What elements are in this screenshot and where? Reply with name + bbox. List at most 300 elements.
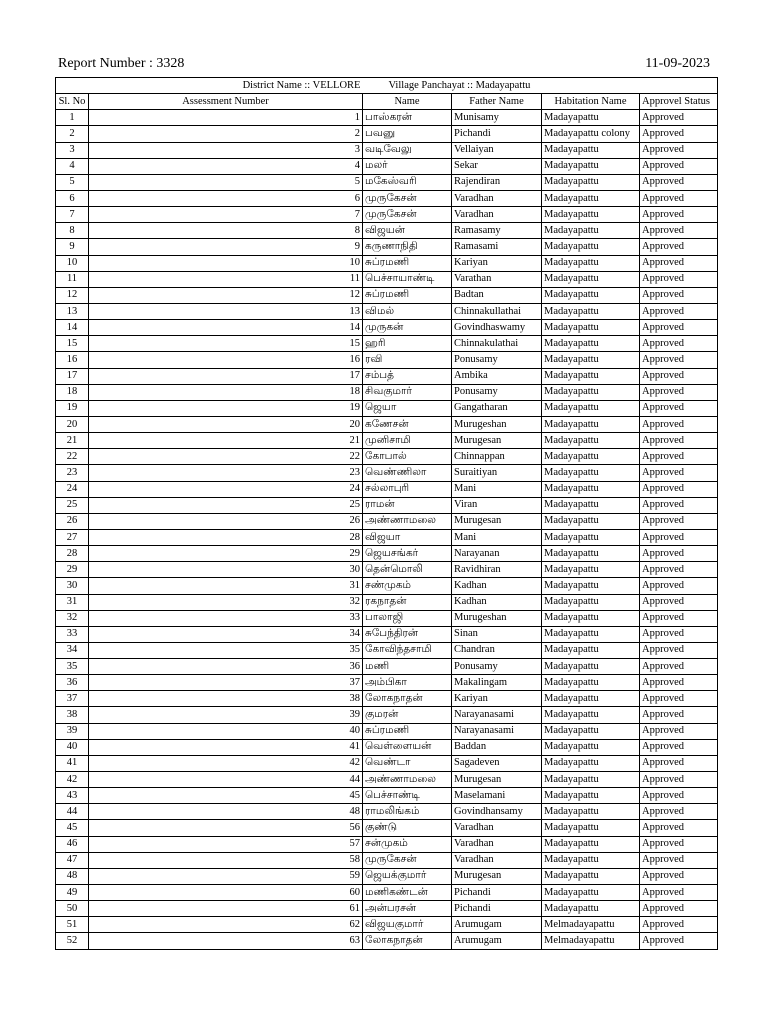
father-name-cell: Kadhan bbox=[452, 594, 542, 610]
assessment-number-cell: 10 bbox=[89, 255, 363, 271]
table-row bbox=[56, 481, 718, 497]
habitation-name-cell: Madayapattu bbox=[542, 223, 640, 239]
habitation-name-cell: Madayapattu bbox=[542, 239, 640, 255]
father-name-cell: Munisamy bbox=[452, 110, 542, 126]
assessment-number-cell: 15 bbox=[89, 336, 363, 352]
father-name-cell: Maselamani bbox=[452, 788, 542, 804]
father-name-cell: Narayanasami bbox=[452, 723, 542, 739]
table-row bbox=[56, 174, 718, 190]
habitation-name-cell: Madayapattu bbox=[542, 739, 640, 755]
habitation-name-cell: Madayapattu bbox=[542, 610, 640, 626]
table-row bbox=[56, 433, 718, 449]
approvel-status-cell: Approved bbox=[640, 820, 718, 836]
habitation-name-cell: Madayapattu bbox=[542, 271, 640, 287]
name-cell: அண்ணாமலை bbox=[363, 772, 452, 788]
father-name-cell: Rajendiran bbox=[452, 174, 542, 190]
sl-no-cell: 41 bbox=[56, 755, 89, 771]
habitation-name-cell: Madayapattu bbox=[542, 529, 640, 545]
assessment-number-cell: 13 bbox=[89, 303, 363, 319]
assessment-number-cell: 61 bbox=[89, 901, 363, 917]
assessment-number-cell: 2 bbox=[89, 126, 363, 142]
father-name-cell: Mani bbox=[452, 481, 542, 497]
sl-no-cell: 15 bbox=[56, 336, 89, 352]
father-name-cell: Suraitiyan bbox=[452, 465, 542, 481]
assessment-number-cell: 48 bbox=[89, 804, 363, 820]
name-cell: சன்முகம் bbox=[363, 836, 452, 852]
sl-no-cell: 48 bbox=[56, 868, 89, 884]
sl-no-cell: 5 bbox=[56, 174, 89, 190]
sl-no-cell: 20 bbox=[56, 416, 89, 432]
table-row bbox=[56, 578, 718, 594]
father-name-cell: Badtan bbox=[452, 287, 542, 303]
col-header-sl-no: Sl. No bbox=[56, 94, 89, 110]
report-date: 11-09-2023 bbox=[645, 56, 710, 71]
habitation-name-cell: Madayapattu bbox=[542, 400, 640, 416]
habitation-name-cell: Madayapattu bbox=[542, 481, 640, 497]
assessment-number-cell: 30 bbox=[89, 562, 363, 578]
assessment-number-cell: 22 bbox=[89, 449, 363, 465]
approvel-status-cell: Approved bbox=[640, 384, 718, 400]
approvel-status-cell: Approved bbox=[640, 626, 718, 642]
assessment-number-cell: 25 bbox=[89, 497, 363, 513]
assessment-number-cell: 42 bbox=[89, 755, 363, 771]
sl-no-cell: 42 bbox=[56, 772, 89, 788]
assessment-number-cell: 18 bbox=[89, 384, 363, 400]
approvel-status-cell: Approved bbox=[640, 207, 718, 223]
assessment-number-cell: 41 bbox=[89, 739, 363, 755]
table-row bbox=[56, 303, 718, 319]
assessment-number-cell: 8 bbox=[89, 223, 363, 239]
assessment-number-cell: 12 bbox=[89, 287, 363, 303]
sl-no-cell: 10 bbox=[56, 255, 89, 271]
table-row bbox=[56, 642, 718, 658]
name-cell: அம்பிகா bbox=[363, 675, 452, 691]
assessment-number-cell: 40 bbox=[89, 723, 363, 739]
approvel-status-cell: Approved bbox=[640, 691, 718, 707]
name-cell: அண்ணாமலை bbox=[363, 513, 452, 529]
table-row bbox=[56, 707, 718, 723]
assessment-number-cell: 28 bbox=[89, 529, 363, 545]
name-cell: வடிவேலு bbox=[363, 142, 452, 158]
name-cell: தென்மொலி bbox=[363, 562, 452, 578]
sl-no-cell: 23 bbox=[56, 465, 89, 481]
sl-no-cell: 11 bbox=[56, 271, 89, 287]
sl-no-cell: 17 bbox=[56, 368, 89, 384]
sl-no-cell: 26 bbox=[56, 513, 89, 529]
assessment-number-cell: 5 bbox=[89, 174, 363, 190]
sl-no-cell: 44 bbox=[56, 804, 89, 820]
father-name-cell: Chinnappan bbox=[452, 449, 542, 465]
assessment-number-cell: 31 bbox=[89, 578, 363, 594]
name-cell: பாஸ்கரன் bbox=[363, 110, 452, 126]
table-row bbox=[56, 384, 718, 400]
assessment-number-cell: 36 bbox=[89, 659, 363, 675]
father-name-cell: Gangatharan bbox=[452, 400, 542, 416]
approvel-status-cell: Approved bbox=[640, 352, 718, 368]
approvel-status-cell: Approved bbox=[640, 449, 718, 465]
father-name-cell: Kadhan bbox=[452, 578, 542, 594]
name-cell: மணி bbox=[363, 659, 452, 675]
name-cell: ரவி bbox=[363, 352, 452, 368]
table-row bbox=[56, 287, 718, 303]
name-cell: கருணாநிதி bbox=[363, 239, 452, 255]
name-cell: சம்பத் bbox=[363, 368, 452, 384]
approvel-status-cell: Approved bbox=[640, 852, 718, 868]
table-row bbox=[56, 562, 718, 578]
name-cell: வெண்ணிலா bbox=[363, 465, 452, 481]
father-name-cell: Kariyan bbox=[452, 691, 542, 707]
district-name: District Name :: VELLORE bbox=[242, 79, 361, 91]
table-row bbox=[56, 885, 718, 901]
father-name-cell: Sinan bbox=[452, 626, 542, 642]
sl-no-cell: 4 bbox=[56, 158, 89, 174]
sl-no-cell: 37 bbox=[56, 691, 89, 707]
father-name-cell: Murugesan bbox=[452, 433, 542, 449]
approvel-status-cell: Approved bbox=[640, 788, 718, 804]
sl-no-cell: 7 bbox=[56, 207, 89, 223]
habitation-name-cell: Madayapattu colony bbox=[542, 126, 640, 142]
name-cell: ராமன் bbox=[363, 497, 452, 513]
approvel-status-cell: Approved bbox=[640, 303, 718, 319]
approvel-status-cell: Approved bbox=[640, 287, 718, 303]
sl-no-cell: 6 bbox=[56, 190, 89, 206]
sl-no-cell: 40 bbox=[56, 739, 89, 755]
table-row bbox=[56, 820, 718, 836]
father-name-cell: Makalingam bbox=[452, 675, 542, 691]
father-name-cell: Murugesan bbox=[452, 772, 542, 788]
table-row bbox=[56, 190, 718, 206]
approvel-status-cell: Approved bbox=[640, 707, 718, 723]
habitation-name-cell: Madayapattu bbox=[542, 142, 640, 158]
approvel-status-cell: Approved bbox=[640, 239, 718, 255]
assessment-number-cell: 11 bbox=[89, 271, 363, 287]
sl-no-cell: 12 bbox=[56, 287, 89, 303]
table-row bbox=[56, 675, 718, 691]
name-cell: கோவிந்தசாமி bbox=[363, 642, 452, 658]
sl-no-cell: 49 bbox=[56, 885, 89, 901]
habitation-name-cell: Madayapattu bbox=[542, 885, 640, 901]
sl-no-cell: 30 bbox=[56, 578, 89, 594]
approvel-status-cell: Approved bbox=[640, 933, 718, 949]
father-name-cell: Narayanan bbox=[452, 546, 542, 562]
table-row bbox=[56, 352, 718, 368]
habitation-name-cell: Madayapattu bbox=[542, 755, 640, 771]
assessment-number-cell: 57 bbox=[89, 836, 363, 852]
info-row bbox=[56, 78, 718, 94]
col-header-approvel-status: Approvel Status bbox=[640, 94, 718, 110]
report-number: Report Number : 3328 bbox=[58, 56, 185, 71]
assessment-number-cell: 4 bbox=[89, 158, 363, 174]
father-name-cell: Chinnakullathai bbox=[452, 303, 542, 319]
table-row bbox=[56, 497, 718, 513]
approvel-status-cell: Approved bbox=[640, 110, 718, 126]
name-cell: குண்டு bbox=[363, 820, 452, 836]
habitation-name-cell: Madayapattu bbox=[542, 190, 640, 206]
table-row bbox=[56, 917, 718, 933]
habitation-name-cell: Madayapattu bbox=[542, 336, 640, 352]
father-name-cell: Kariyan bbox=[452, 255, 542, 271]
table-row bbox=[56, 513, 718, 529]
table-row bbox=[56, 772, 718, 788]
assessment-number-cell: 35 bbox=[89, 642, 363, 658]
name-cell: முருகேசன் bbox=[363, 852, 452, 868]
table-row bbox=[56, 336, 718, 352]
sl-no-cell: 34 bbox=[56, 642, 89, 658]
habitation-name-cell: Madayapattu bbox=[542, 174, 640, 190]
name-cell: லோகநாதன் bbox=[363, 933, 452, 949]
habitation-name-cell: Madayapattu bbox=[542, 110, 640, 126]
name-cell: கணேசன் bbox=[363, 416, 452, 432]
habitation-name-cell: Madayapattu bbox=[542, 158, 640, 174]
approvel-status-cell: Approved bbox=[640, 223, 718, 239]
name-cell: விஜயகுமார் bbox=[363, 917, 452, 933]
assessment-number-cell: 44 bbox=[89, 772, 363, 788]
father-name-cell: Murugeshan bbox=[452, 416, 542, 432]
table-row bbox=[56, 788, 718, 804]
approvel-status-cell: Approved bbox=[640, 917, 718, 933]
sl-no-cell: 25 bbox=[56, 497, 89, 513]
father-name-cell: Sagadeven bbox=[452, 755, 542, 771]
table-row bbox=[56, 416, 718, 432]
habitation-name-cell: Madayapattu bbox=[542, 578, 640, 594]
name-cell: சுப்ரமணி bbox=[363, 287, 452, 303]
assessment-number-cell: 56 bbox=[89, 820, 363, 836]
name-cell: மகேஸ்வரி bbox=[363, 174, 452, 190]
sl-no-cell: 43 bbox=[56, 788, 89, 804]
approvel-status-cell: Approved bbox=[640, 739, 718, 755]
name-cell: சுபேந்திரன் bbox=[363, 626, 452, 642]
name-cell: ஜெயக்குமார் bbox=[363, 868, 452, 884]
father-name-cell: Ponusamy bbox=[452, 384, 542, 400]
col-header-father-name: Father Name bbox=[452, 94, 542, 110]
habitation-name-cell: Madayapattu bbox=[542, 626, 640, 642]
assessment-number-cell: 62 bbox=[89, 917, 363, 933]
approvel-status-cell: Approved bbox=[640, 594, 718, 610]
assessment-number-cell: 59 bbox=[89, 868, 363, 884]
table-row bbox=[56, 755, 718, 771]
approvel-status-cell: Approved bbox=[640, 562, 718, 578]
name-cell: சுப்ரமணி bbox=[363, 723, 452, 739]
approvel-status-cell: Approved bbox=[640, 142, 718, 158]
name-cell: கோபால் bbox=[363, 449, 452, 465]
name-cell: விஜயன் bbox=[363, 223, 452, 239]
table-row bbox=[56, 836, 718, 852]
name-cell: பெச்சாயாண்டி bbox=[363, 271, 452, 287]
habitation-name-cell: Madayapattu bbox=[542, 513, 640, 529]
name-cell: மணிகண்டன் bbox=[363, 885, 452, 901]
sl-no-cell: 36 bbox=[56, 675, 89, 691]
assessment-number-cell: 6 bbox=[89, 190, 363, 206]
father-name-cell: Varadhan bbox=[452, 207, 542, 223]
father-name-cell: Pichandi bbox=[452, 901, 542, 917]
habitation-name-cell: Madayapattu bbox=[542, 901, 640, 917]
father-name-cell: Ramasamy bbox=[452, 223, 542, 239]
table-row bbox=[56, 901, 718, 917]
approvel-status-cell: Approved bbox=[640, 513, 718, 529]
habitation-name-cell: Madayapattu bbox=[542, 562, 640, 578]
assessment-number-cell: 14 bbox=[89, 320, 363, 336]
assessment-number-cell: 3 bbox=[89, 142, 363, 158]
habitation-name-cell: Madayapattu bbox=[542, 852, 640, 868]
name-cell: வெள்ளையன் bbox=[363, 739, 452, 755]
name-cell: ரகநாதன் bbox=[363, 594, 452, 610]
assessment-number-cell: 37 bbox=[89, 675, 363, 691]
approvel-status-cell: Approved bbox=[640, 642, 718, 658]
table-row bbox=[56, 804, 718, 820]
approvel-status-cell: Approved bbox=[640, 433, 718, 449]
sl-no-cell: 3 bbox=[56, 142, 89, 158]
approvel-status-cell: Approved bbox=[640, 804, 718, 820]
table-row bbox=[56, 610, 718, 626]
table-row bbox=[56, 529, 718, 545]
assessment-number-cell: 29 bbox=[89, 546, 363, 562]
habitation-name-cell: Madayapattu bbox=[542, 320, 640, 336]
approvel-status-cell: Approved bbox=[640, 400, 718, 416]
table-row bbox=[56, 239, 718, 255]
father-name-cell: Mani bbox=[452, 529, 542, 545]
sl-no-cell: 50 bbox=[56, 901, 89, 917]
table-row bbox=[56, 110, 718, 126]
name-cell: சல்லாபுரி bbox=[363, 481, 452, 497]
table-row bbox=[56, 659, 718, 675]
name-cell: சண்முகம் bbox=[363, 578, 452, 594]
father-name-cell: Viran bbox=[452, 497, 542, 513]
habitation-name-cell: Madayapattu bbox=[542, 772, 640, 788]
table-row bbox=[56, 271, 718, 287]
father-name-cell: Pichandi bbox=[452, 885, 542, 901]
sl-no-cell: 45 bbox=[56, 820, 89, 836]
assessment-number-cell: 17 bbox=[89, 368, 363, 384]
assessment-number-cell: 32 bbox=[89, 594, 363, 610]
sl-no-cell: 35 bbox=[56, 659, 89, 675]
approvel-status-cell: Approved bbox=[640, 755, 718, 771]
table-row bbox=[56, 400, 718, 416]
assessment-number-cell: 24 bbox=[89, 481, 363, 497]
habitation-name-cell: Madayapattu bbox=[542, 255, 640, 271]
father-name-cell: Ramasami bbox=[452, 239, 542, 255]
approvel-status-cell: Approved bbox=[640, 126, 718, 142]
sl-no-cell: 28 bbox=[56, 546, 89, 562]
approvel-status-cell: Approved bbox=[640, 772, 718, 788]
approvel-status-cell: Approved bbox=[640, 659, 718, 675]
approvel-status-cell: Approved bbox=[640, 546, 718, 562]
name-cell: குமரன் bbox=[363, 707, 452, 723]
approvel-status-cell: Approved bbox=[640, 497, 718, 513]
father-name-cell: Arumugam bbox=[452, 933, 542, 949]
father-name-cell: Ambika bbox=[452, 368, 542, 384]
table-row bbox=[56, 465, 718, 481]
name-cell: முனிசாமி bbox=[363, 433, 452, 449]
table-row bbox=[56, 852, 718, 868]
approvel-status-cell: Approved bbox=[640, 255, 718, 271]
sl-no-cell: 51 bbox=[56, 917, 89, 933]
father-name-cell: Narayanasami bbox=[452, 707, 542, 723]
name-cell: ஜெயசங்கர் bbox=[363, 546, 452, 562]
habitation-name-cell: Madayapattu bbox=[542, 546, 640, 562]
assessment-number-cell: 33 bbox=[89, 610, 363, 626]
father-name-cell: Varadhan bbox=[452, 190, 542, 206]
father-name-cell: Murugesan bbox=[452, 868, 542, 884]
assessment-number-cell: 19 bbox=[89, 400, 363, 416]
table-row bbox=[56, 933, 718, 949]
habitation-name-cell: Madayapattu bbox=[542, 352, 640, 368]
approvel-status-cell: Approved bbox=[640, 416, 718, 432]
habitation-name-cell: Madayapattu bbox=[542, 804, 640, 820]
sl-no-cell: 2 bbox=[56, 126, 89, 142]
name-cell: முருகன் bbox=[363, 320, 452, 336]
name-cell: முருகேசன் bbox=[363, 190, 452, 206]
habitation-name-cell: Madayapattu bbox=[542, 594, 640, 610]
habitation-name-cell: Madayapattu bbox=[542, 368, 640, 384]
sl-no-cell: 33 bbox=[56, 626, 89, 642]
table-row bbox=[56, 594, 718, 610]
name-cell: ஹரி bbox=[363, 336, 452, 352]
habitation-name-cell: Madayapattu bbox=[542, 659, 640, 675]
sl-no-cell: 1 bbox=[56, 110, 89, 126]
approvel-status-cell: Approved bbox=[640, 190, 718, 206]
approvel-status-cell: Approved bbox=[640, 271, 718, 287]
father-name-cell: Ravidhiran bbox=[452, 562, 542, 578]
habitation-name-cell: Madayapattu bbox=[542, 384, 640, 400]
name-cell: விமல் bbox=[363, 303, 452, 319]
father-name-cell: Baddan bbox=[452, 739, 542, 755]
father-name-cell: Arumugam bbox=[452, 917, 542, 933]
assessment-number-cell: 63 bbox=[89, 933, 363, 949]
approvel-status-cell: Approved bbox=[640, 336, 718, 352]
habitation-name-cell: Madayapattu bbox=[542, 675, 640, 691]
table-row bbox=[56, 723, 718, 739]
sl-no-cell: 47 bbox=[56, 852, 89, 868]
assessment-number-cell: 26 bbox=[89, 513, 363, 529]
father-name-cell: Govindhansamy bbox=[452, 804, 542, 820]
col-header-habitation-name: Habitation Name bbox=[542, 94, 640, 110]
table-row bbox=[56, 207, 718, 223]
name-cell: மலர் bbox=[363, 158, 452, 174]
assessment-number-cell: 23 bbox=[89, 465, 363, 481]
name-cell: வெண்டா bbox=[363, 755, 452, 771]
habitation-name-cell: Madayapattu bbox=[542, 207, 640, 223]
sl-no-cell: 22 bbox=[56, 449, 89, 465]
father-name-cell: Murugeshan bbox=[452, 610, 542, 626]
father-name-cell: Vellaiyan bbox=[452, 142, 542, 158]
sl-no-cell: 19 bbox=[56, 400, 89, 416]
father-name-cell: Murugesan bbox=[452, 513, 542, 529]
habitation-name-cell: Madayapattu bbox=[542, 642, 640, 658]
table-row bbox=[56, 142, 718, 158]
habitation-name-cell: Madayapattu bbox=[542, 497, 640, 513]
habitation-name-cell: Melmadayapattu bbox=[542, 933, 640, 949]
table-row bbox=[56, 368, 718, 384]
approvel-status-cell: Approved bbox=[640, 901, 718, 917]
habitation-name-cell: Madayapattu bbox=[542, 707, 640, 723]
habitation-name-cell: Madayapattu bbox=[542, 836, 640, 852]
table-row bbox=[56, 739, 718, 755]
sl-no-cell: 21 bbox=[56, 433, 89, 449]
name-cell: பெச்சாண்டி bbox=[363, 788, 452, 804]
approvel-status-cell: Approved bbox=[640, 158, 718, 174]
name-cell: ஜெயா bbox=[363, 400, 452, 416]
assessment-number-cell: 9 bbox=[89, 239, 363, 255]
column-header-row bbox=[56, 94, 718, 110]
assessment-number-cell: 7 bbox=[89, 207, 363, 223]
habitation-name-cell: Madayapattu bbox=[542, 416, 640, 432]
sl-no-cell: 13 bbox=[56, 303, 89, 319]
habitation-name-cell: Madayapattu bbox=[542, 868, 640, 884]
table-row bbox=[56, 255, 718, 271]
habitation-name-cell: Madayapattu bbox=[542, 465, 640, 481]
assessment-table bbox=[55, 77, 718, 950]
name-cell: ராமலிங்கம் bbox=[363, 804, 452, 820]
